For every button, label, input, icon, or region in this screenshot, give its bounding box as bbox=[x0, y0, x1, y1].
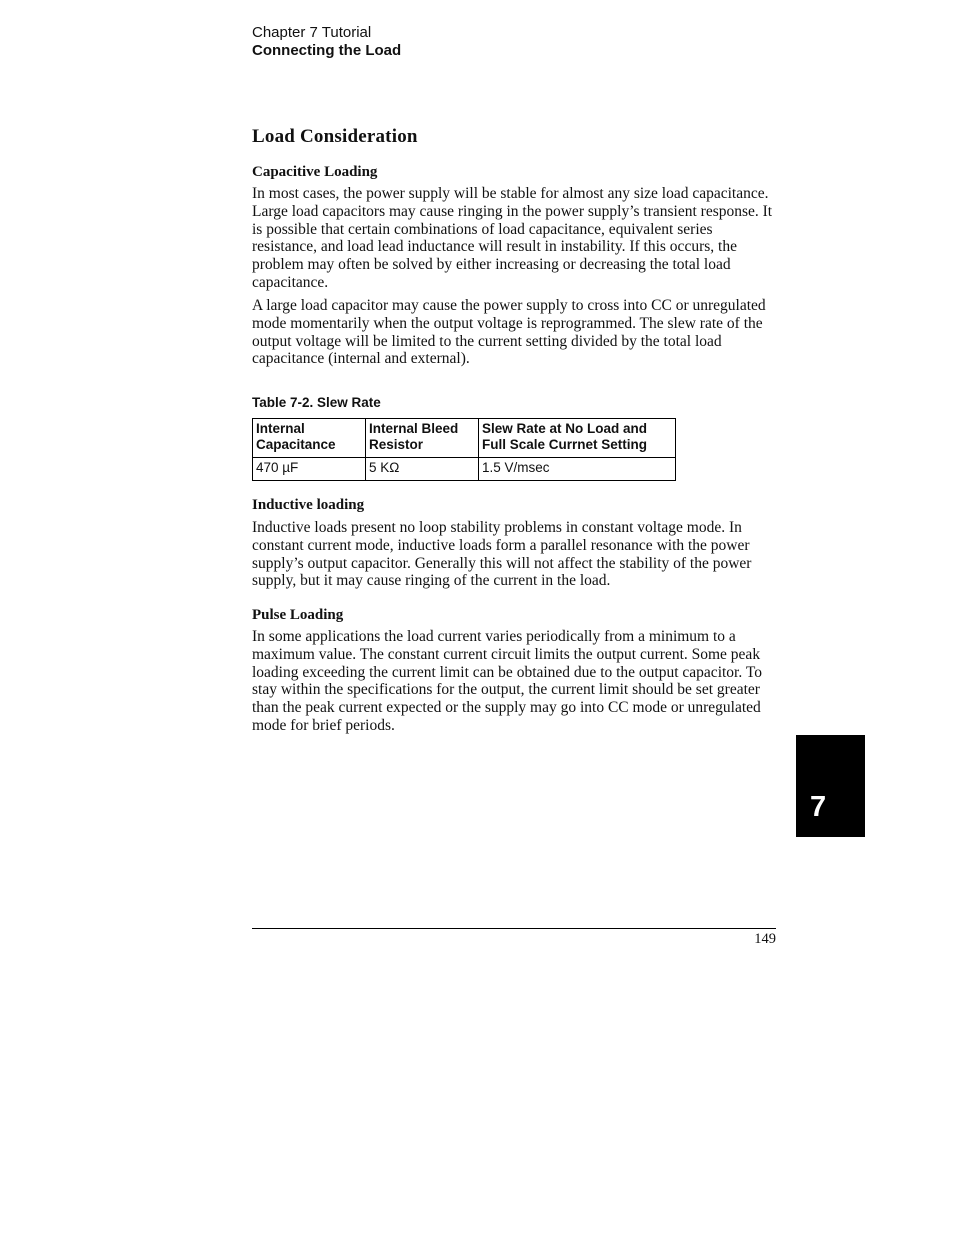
chapter-thumb-tab bbox=[796, 735, 865, 837]
running-header-section: Connecting the Load bbox=[252, 42, 402, 59]
table-header-cell: Internal Bleed Resistor bbox=[366, 419, 479, 458]
table-row bbox=[253, 458, 676, 481]
table-header-row bbox=[253, 419, 676, 458]
table-cell: 1.5 V/msec bbox=[479, 458, 676, 481]
pulse-loading-heading: Pulse Loading bbox=[252, 607, 344, 623]
inductive-paragraph: Inductive loads present no loop stability problems in constant voltage mode. In constant current mode, inductive loads form a parallel resonance with the power supply’s output capacitor. Generally this will not affect the stability of the power supply, but it may cause ringing of the current in the load. bbox=[252, 519, 752, 590]
table-caption: Table 7-2. Slew Rate bbox=[252, 395, 381, 410]
inductive-loading-heading: Inductive loading bbox=[252, 497, 365, 513]
capacitive-loading-heading: Capacitive Loading bbox=[252, 164, 378, 180]
page-number: 149 bbox=[754, 931, 776, 947]
capacitive-paragraph-2: A large load capacitor may cause the power supply to cross into CC or unregulated mode momentarily when the output voltage is reprogrammed. The slew rate of the output voltage will be limited to the current setting divided by the total load capacitance (internal and external). bbox=[252, 297, 766, 368]
running-header-chapter: Chapter 7 Tutorial bbox=[252, 24, 372, 41]
section-title: Load Consideration bbox=[252, 126, 418, 147]
table-header-cell: Slew Rate at No Load and Full Scale Currnet Setting bbox=[479, 419, 676, 458]
slew-rate-table bbox=[252, 418, 676, 481]
chapter-tab-label: 7 bbox=[810, 791, 827, 823]
pulse-paragraph: In some applications the load current varies periodically from a minimum to a maximum value. The constant current circuit limits the output current. Some peak loading exceeding the current limit can be obtained due to the output capacitor. To stay within the specifications for the output, the current limit should be set greater than the peak current expected or the supply may go into CC mode or unregulated mode for brief periods. bbox=[252, 628, 762, 734]
table-cell: 5 KΩ bbox=[366, 458, 479, 481]
footer-rule bbox=[252, 928, 776, 929]
capacitive-paragraph-1: In most cases, the power supply will be stable for almost any size load capacitance. Large load capacitors may cause ringing in the power supply’s transient response. It is possible that certain combinations of load capacitance, equivalent series resistance, and load lead inductance will result in instability. If this occurs, the problem may often be solved by either increasing or decreasing the total load capacitance. bbox=[252, 185, 773, 291]
table-cell: 470 µF bbox=[253, 458, 366, 481]
table-header-cell: Internal Capacitance bbox=[253, 419, 366, 458]
